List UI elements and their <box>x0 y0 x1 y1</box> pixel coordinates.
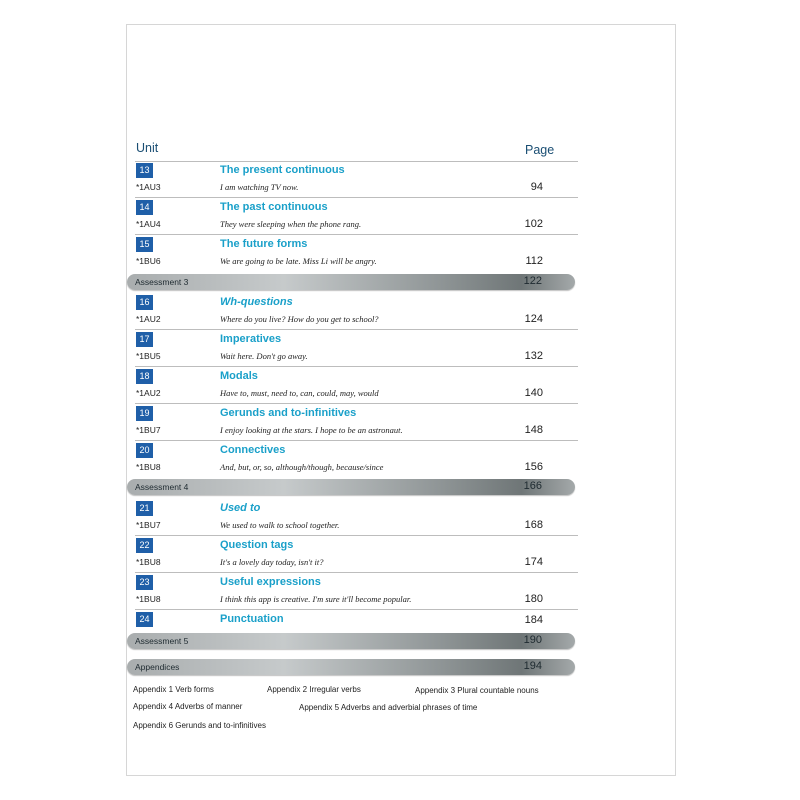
unit-example: Have to, must, need to, can, could, may, would <box>220 388 379 398</box>
unit-number-badge: 22 <box>136 538 153 553</box>
unit-code: *1AU3 <box>136 182 161 192</box>
unit-code: *1BU7 <box>136 520 161 530</box>
unit-example: And, but, or, so, although/though, because/since <box>220 462 384 472</box>
unit-code: *1AU2 <box>136 388 161 398</box>
unit-title[interactable]: Question tags <box>220 539 294 551</box>
unit-title[interactable]: Imperatives <box>220 333 282 345</box>
appendix-item[interactable]: Appendix 1 Verb forms <box>133 685 214 694</box>
unit-example: We are going to be late. Miss Li will be angry. <box>220 256 377 266</box>
row-divider <box>135 197 578 198</box>
unit-number-badge: 17 <box>136 332 153 347</box>
unit-number-badge: 16 <box>136 295 153 310</box>
unit-number-badge: 20 <box>136 443 153 458</box>
row-divider <box>135 403 578 404</box>
appendices-page-number: 194 <box>523 660 542 672</box>
unit-code: *1BU5 <box>136 351 161 361</box>
assessment-label: Assessment 4 <box>135 482 189 492</box>
unit-page-number: 102 <box>524 218 543 230</box>
unit-example: Where do you live? How do you get to school? <box>220 314 379 324</box>
appendix-item[interactable]: Appendix 2 Irregular verbs <box>267 685 361 694</box>
unit-number-badge: 14 <box>136 200 153 215</box>
page-column-header: Page <box>525 143 555 157</box>
unit-page-number: 184 <box>524 614 543 626</box>
unit-page-number: 132 <box>524 350 543 362</box>
unit-page-number: 140 <box>524 387 543 399</box>
assessment-bar[interactable] <box>127 633 575 649</box>
unit-example: It's a lovely day today, isn't it? <box>220 557 324 567</box>
unit-page-number: 124 <box>524 313 543 325</box>
unit-title[interactable]: Used to <box>220 502 261 514</box>
unit-title[interactable]: The present continuous <box>220 164 345 176</box>
row-divider <box>135 234 578 235</box>
unit-number-badge: 18 <box>136 369 153 384</box>
unit-example: I think this app is creative. I'm sure it'll become popular. <box>220 594 412 604</box>
row-divider <box>135 535 578 536</box>
row-divider <box>135 329 578 330</box>
unit-title[interactable]: The future forms <box>220 238 308 250</box>
appendix-item[interactable]: Appendix 3 Plural countable nouns <box>415 686 539 695</box>
unit-example: Wait here. Don't go away. <box>220 351 308 361</box>
unit-code: *1BU6 <box>136 256 161 266</box>
unit-number-badge: 13 <box>136 163 153 178</box>
unit-code: *1AU2 <box>136 314 161 324</box>
unit-code: *1BU8 <box>136 462 161 472</box>
unit-code: *1BU7 <box>136 425 161 435</box>
unit-page-number: 94 <box>530 181 543 193</box>
unit-code: *1BU8 <box>136 594 161 604</box>
unit-title[interactable]: Modals <box>220 370 258 382</box>
unit-title[interactable]: The past continuous <box>220 201 328 213</box>
assessment-label: Assessment 5 <box>135 636 189 646</box>
assessment-label: Assessment 3 <box>135 277 189 287</box>
unit-code: *1AU4 <box>136 219 161 229</box>
unit-example: I am watching TV now. <box>220 182 299 192</box>
unit-number-badge: 24 <box>136 612 153 627</box>
unit-example: We used to walk to school together. <box>220 520 340 530</box>
appendices-label: Appendices <box>135 662 180 672</box>
unit-page-number: 180 <box>524 593 543 605</box>
unit-page-number: 112 <box>525 255 543 267</box>
unit-page-number: 168 <box>524 519 543 531</box>
unit-title[interactable]: Useful expressions <box>220 576 321 588</box>
assessment-page-number: 166 <box>523 480 542 492</box>
unit-code: *1BU8 <box>136 557 161 567</box>
unit-page-number: 174 <box>524 556 543 568</box>
unit-title[interactable]: Punctuation <box>220 613 284 625</box>
assessment-page-number: 190 <box>523 634 542 646</box>
unit-number-badge: 15 <box>136 237 153 252</box>
unit-example: I enjoy looking at the stars. I hope to be an astronaut. <box>220 425 403 435</box>
unit-page-number: 156 <box>524 461 543 473</box>
appendix-item[interactable]: Appendix 5 Adverbs and adverbial phrases of time <box>299 703 478 712</box>
unit-title[interactable]: Wh-questions <box>220 296 293 308</box>
unit-title[interactable]: Connectives <box>220 444 286 456</box>
unit-title[interactable]: Gerunds and to-infinitives <box>220 407 357 419</box>
header-divider <box>135 161 578 162</box>
unit-number-badge: 21 <box>136 501 153 516</box>
appendix-item[interactable]: Appendix 6 Gerunds and to-infinitives <box>133 721 266 730</box>
appendices-bar[interactable] <box>127 659 575 675</box>
assessment-bar[interactable] <box>127 479 575 495</box>
unit-example: They were sleeping when the phone rang. <box>220 219 362 229</box>
row-divider <box>135 609 578 610</box>
row-divider <box>135 440 578 441</box>
unit-column-header: Unit <box>136 141 159 155</box>
row-divider <box>135 572 578 573</box>
assessment-page-number: 122 <box>523 275 542 287</box>
contents-page <box>126 24 676 776</box>
unit-number-badge: 19 <box>136 406 153 421</box>
assessment-bar[interactable] <box>127 274 575 290</box>
unit-number-badge: 23 <box>136 575 153 590</box>
unit-page-number: 148 <box>524 424 543 436</box>
appendix-item[interactable]: Appendix 4 Adverbs of manner <box>133 702 243 711</box>
row-divider <box>135 366 578 367</box>
